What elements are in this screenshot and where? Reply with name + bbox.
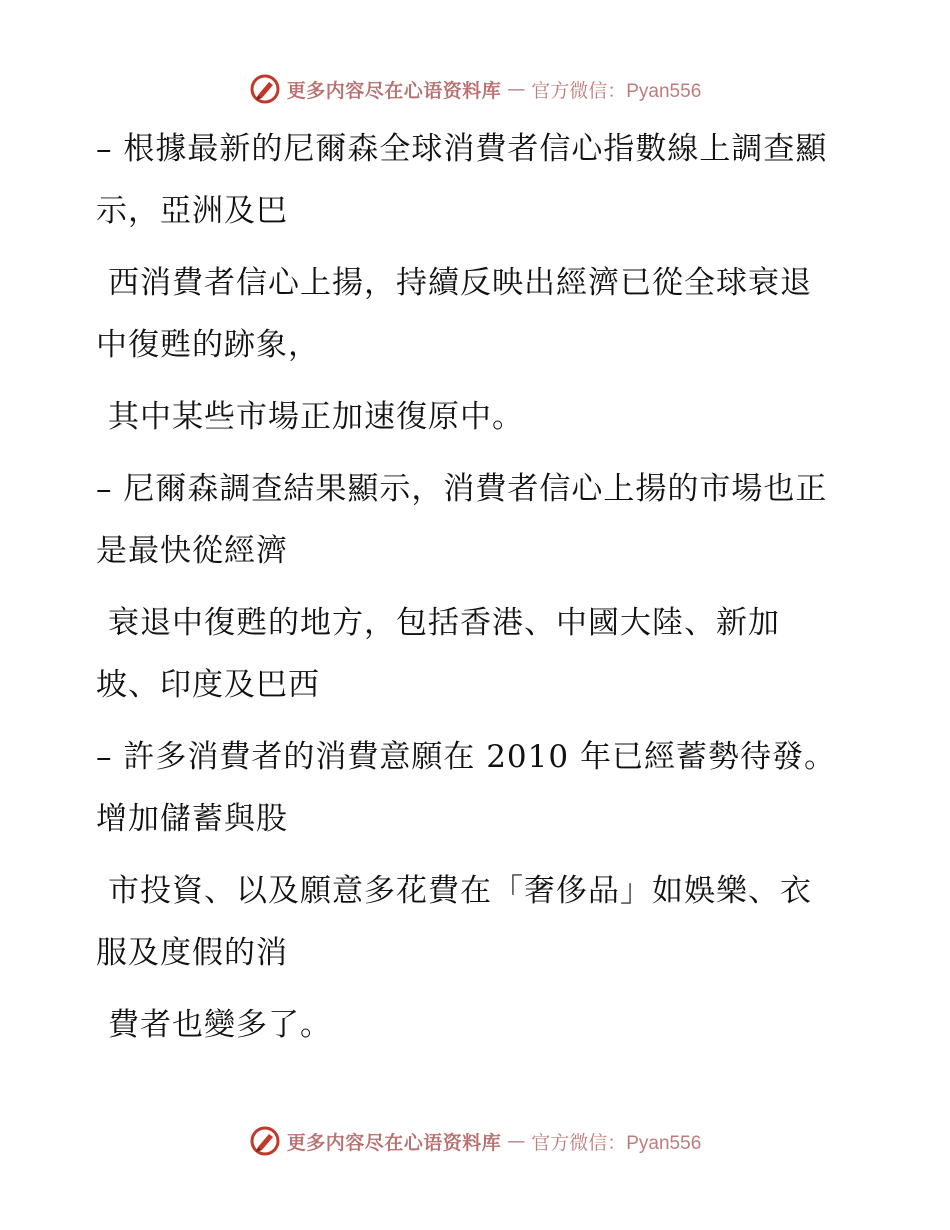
document-body xyxy=(96,118,836,1066)
pen-logo-icon xyxy=(249,73,281,105)
watermark-dash: — xyxy=(507,1130,526,1152)
paragraph-5: 衰退中復甦的地方，包括香港、中國大陸、新加坡、印度及巴西 xyxy=(96,605,780,703)
paragraph-1: – 根據最新的尼爾森全球消費者信心指數線上調查顯示，亞洲及巴 xyxy=(96,131,828,229)
watermark-dash: — xyxy=(507,78,526,100)
footer-watermark xyxy=(0,1124,950,1158)
pen-logo-icon xyxy=(249,1125,281,1157)
header-watermark xyxy=(0,72,950,106)
watermark-handle: 官方微信：Pyan556 xyxy=(531,1132,702,1154)
paragraph-4: – 尼爾森調查結果顯示，消費者信心上揚的市場也正是最快從經濟 xyxy=(96,471,828,569)
paragraph-7: 市投資、以及願意多花費在「奢侈品」如娛樂、衣服及度假的消 xyxy=(96,873,812,971)
watermark-text: 更多内容尽在心语资料库 xyxy=(286,1131,502,1154)
paragraph-2: 西消費者信心上揚，持續反映出經濟已從全球衰退中復甦的跡象， xyxy=(96,265,812,363)
watermark-text: 更多内容尽在心语资料库 xyxy=(286,79,502,102)
paragraph-3: 其中某些市場正加速復原中。 xyxy=(108,399,524,435)
paragraph-6: – 許多消費者的消費意願在 2010 年已經蓄勢待發。增加儲蓄與股 xyxy=(96,739,836,837)
watermark-handle: 官方微信：Pyan556 xyxy=(531,80,702,102)
paragraph-8: 費者也變多了。 xyxy=(108,1007,332,1043)
